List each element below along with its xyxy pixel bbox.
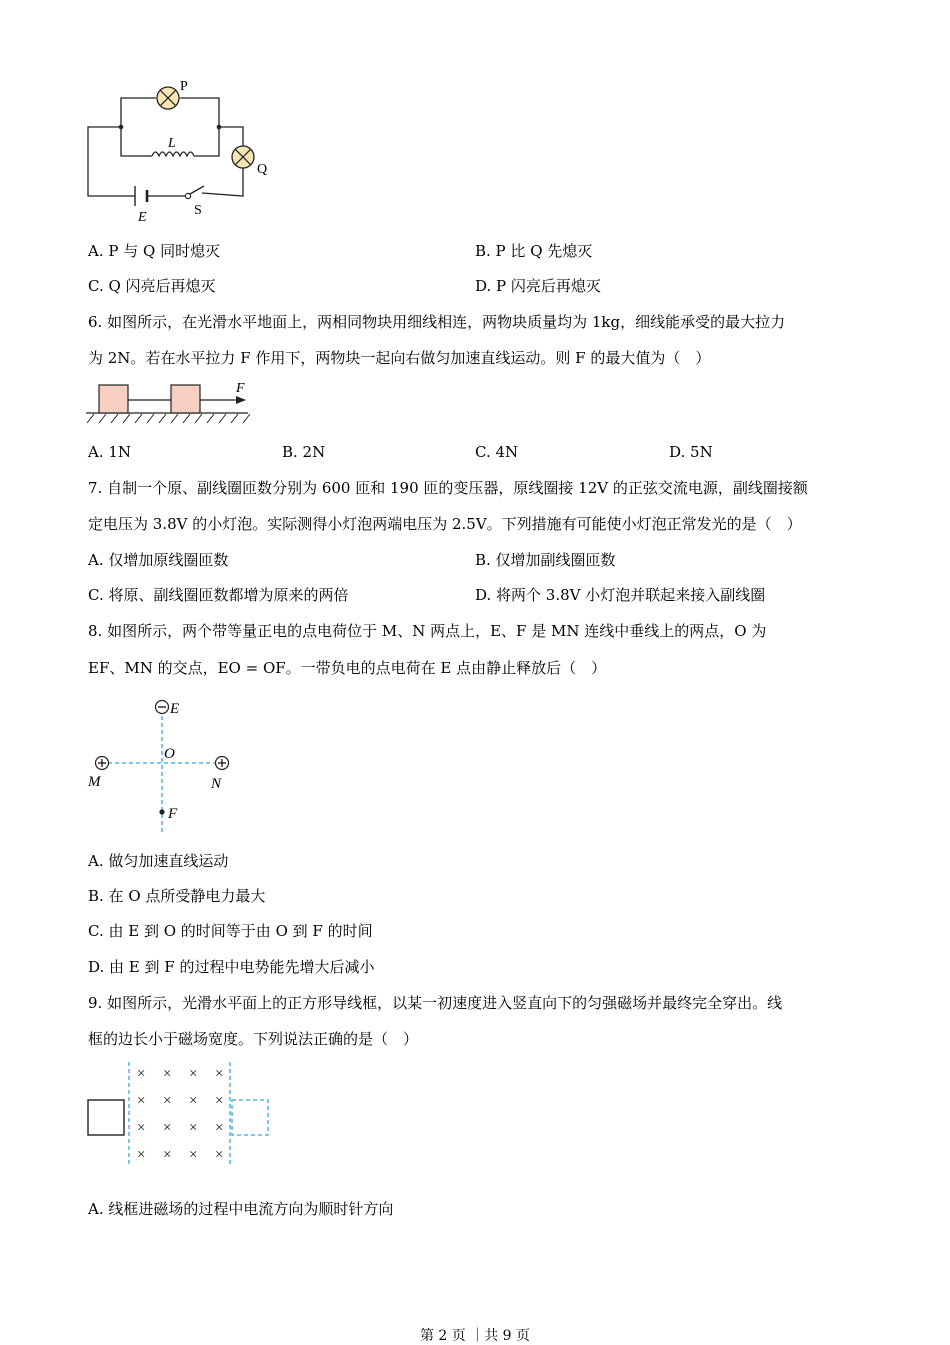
q8-option-c: C. 由 E 到 O 的时间等于由 O 到 F 的时间	[88, 922, 373, 940]
label-e: E	[170, 701, 180, 717]
label-l: L	[168, 136, 176, 151]
svg-text:×: ×	[215, 1066, 224, 1082]
label-n: N	[211, 776, 222, 792]
svg-text:×: ×	[189, 1066, 198, 1082]
wire-frame-initial	[88, 1100, 124, 1135]
block-right	[171, 385, 200, 413]
point-f-dot	[159, 809, 164, 814]
positive-charge-m-icon	[96, 757, 109, 770]
q6-stem-line2: 为 2N。若在水平拉力 F 作用下，两物块一起向右做匀加速直线运动。则 F 的最大值为（ ）	[88, 349, 711, 367]
svg-text:×: ×	[215, 1093, 224, 1109]
lamp-q-icon	[232, 146, 254, 168]
q7-option-a: A. 仅增加原线圈匝数	[88, 551, 229, 569]
inductor-coil	[152, 152, 194, 156]
svg-text:×: ×	[163, 1120, 172, 1136]
label-q: Q	[257, 162, 268, 177]
magnetic-field-diagram	[84, 1060, 284, 1170]
q8-option-a: A. 做匀加速直线运动	[88, 852, 229, 870]
svg-text:×: ×	[189, 1093, 198, 1109]
q6-option-a: A. 1N	[88, 443, 132, 461]
svg-text:×: ×	[215, 1120, 224, 1136]
q9-option-a: A. 线框进磁场的过程中电流方向为顺时针方向	[88, 1200, 394, 1218]
q9-stem-line1: 9. 如图所示，光滑水平面上的正方形导线框，以某一初速度进入竖直向下的匀强磁场并最终完全穿出。线	[88, 994, 783, 1012]
q7-stem-line1: 7. 自制一个原、副线圈匝数分别为 600 匝和 190 匝的变压器，原线圈接 12V 的正弦交流电源，副线圈接额	[88, 479, 808, 497]
label-p: P	[180, 79, 188, 94]
circuit-diagram	[80, 75, 280, 225]
svg-text:×: ×	[163, 1147, 172, 1163]
label-e: E	[138, 210, 147, 225]
svg-text:×: ×	[137, 1120, 146, 1136]
positive-charge-n-icon	[216, 757, 229, 770]
svg-text:×: ×	[189, 1120, 198, 1136]
q8-option-b: B. 在 O 点所受静电力最大	[88, 887, 266, 905]
q8-stem-line2: EF、MN 的交点，EO = OF。一带负电的点电荷在 E 点由静止释放后（ ）	[88, 659, 607, 677]
charges-diagram	[84, 692, 244, 842]
q6-option-c: C. 4N	[475, 443, 519, 461]
field-symbols	[137, 1066, 223, 1163]
label-m: M	[88, 774, 101, 790]
blocks-diagram	[86, 378, 256, 426]
svg-text:×: ×	[137, 1147, 146, 1163]
svg-text:×: ×	[163, 1093, 172, 1109]
svg-text:×: ×	[215, 1147, 224, 1163]
page-footer: 第 2 页 ｜共 9 页	[419, 1328, 531, 1344]
q7-stem-line2: 定电压为 3.8V 的小灯泡。实际测得小灯泡两端电压为 2.5V。下列措施有可能使小灯泡正常发光的是（ ）	[88, 515, 802, 533]
svg-text:×: ×	[163, 1066, 172, 1082]
q8-option-d: D. 由 E 到 F 的过程中电势能先增大后减小	[88, 958, 375, 976]
q7-option-b: B. 仅增加副线圈匝数	[475, 551, 616, 569]
q7-option-c: C. 将原、副线圈匝数都增为原来的两倍	[88, 586, 349, 604]
q5-option-d: D. P 闪亮后再熄灭	[475, 277, 601, 295]
q8-stem-line1: 8. 如图所示，两个带等量正电的点电荷位于 M、N 两点上，E、F 是 MN 连线中垂线上的两点，O 为	[88, 622, 767, 640]
label-o: O	[164, 746, 175, 762]
q9-stem-line2: 框的边长小于磁场宽度。下列说法正确的是（ ）	[88, 1030, 419, 1048]
q7-option-d: D. 将两个 3.8V 小灯泡并联起来接入副线圈	[475, 586, 766, 604]
q5-option-c: C. Q 闪亮后再熄灭	[88, 277, 216, 295]
svg-text:×: ×	[189, 1147, 198, 1163]
q5-option-b: B. P 比 Q 先熄灭	[475, 242, 593, 260]
svg-text:×: ×	[137, 1093, 146, 1109]
block-left	[99, 385, 128, 413]
label-s: S	[194, 203, 202, 218]
switch-contact	[185, 193, 190, 198]
q5-option-a: A. P 与 Q 同时熄灭	[88, 242, 221, 260]
wire-frame-exit	[232, 1100, 268, 1135]
q6-stem-line1: 6. 如图所示，在光滑水平地面上，两相同物块用细线相连，两物块质量均为 1kg，细线能承受的最大拉力	[88, 313, 786, 331]
lamp-p-icon	[157, 87, 179, 109]
switch-lever	[190, 186, 204, 194]
svg-text:×: ×	[137, 1066, 146, 1082]
force-label: F	[236, 381, 245, 396]
q6-option-b: B. 2N	[282, 443, 326, 461]
negative-charge-e-icon	[156, 701, 169, 714]
q6-option-d: D. 5N	[669, 443, 713, 461]
label-f: F	[168, 806, 178, 822]
